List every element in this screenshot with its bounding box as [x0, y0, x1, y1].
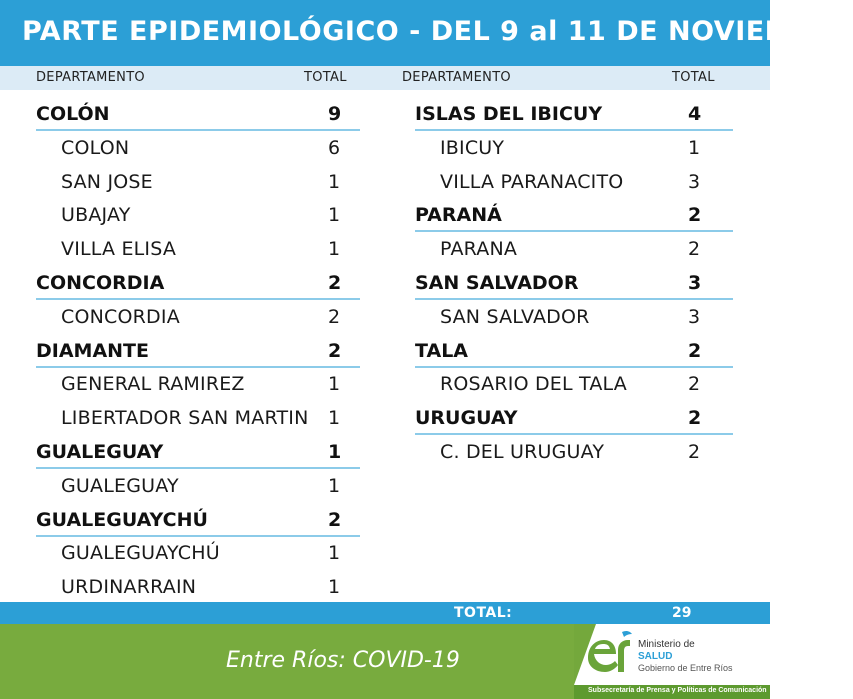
locality-row — [36, 200, 360, 230]
logo-salud-line: SALUD — [638, 651, 673, 662]
locality-total: 1 — [328, 204, 341, 227]
locality-total: 2 — [328, 305, 341, 328]
locality-total: 3 — [688, 305, 701, 328]
locality-name: ROSARIO DEL TALA — [440, 373, 627, 396]
locality-row — [415, 133, 733, 163]
right-dept-column-header: DEPARTAMENTO — [402, 70, 511, 85]
locality-name: CONCORDIA — [61, 305, 180, 328]
header-bar — [0, 0, 853, 66]
locality-total: 6 — [328, 136, 341, 159]
right-total-column-header: TOTAL — [672, 70, 715, 85]
page-title: PARTE EPIDEMIOLÓGICO - DEL 9 al 11 DE NOVIEMBRE — [22, 16, 853, 47]
locality-row — [415, 167, 733, 197]
footer-caption: Entre Ríos: COVID-19 — [226, 648, 460, 673]
locality-total: 1 — [328, 407, 341, 430]
locality-name: C. DEL URUGUAY — [440, 441, 605, 463]
locality-row — [415, 302, 733, 332]
total-bar — [0, 602, 770, 624]
department-name: GUALEGUAY — [36, 441, 164, 463]
locality-row — [36, 403, 360, 433]
department-row — [415, 403, 733, 433]
department-total: 2 — [688, 204, 702, 227]
department-total: 9 — [328, 103, 342, 125]
logo-ministry-line: Ministerio de — [638, 639, 695, 650]
locality-row — [36, 167, 360, 197]
locality-total: 1 — [328, 474, 341, 497]
locality-total: 2 — [688, 373, 701, 396]
locality-total: 1 — [688, 136, 701, 159]
locality-name: IBICUY — [440, 136, 505, 159]
department-row — [36, 99, 360, 129]
department-row — [415, 336, 733, 366]
department-name: COLÓN — [36, 103, 110, 125]
locality-name: VILLA PARANACITO — [440, 170, 624, 193]
locality-name: GUALEGUAY — [61, 474, 179, 497]
locality-name: URDINARRAIN — [61, 576, 197, 599]
department-total: 1 — [328, 441, 342, 463]
locality-total: 2 — [688, 441, 701, 463]
logo-government-line: Gobierno de Entre Ríos — [638, 663, 733, 673]
department-name: CONCORDIA — [36, 272, 165, 294]
er-logo-icon — [582, 628, 634, 680]
department-total: 4 — [688, 103, 702, 125]
locality-name: SAN SALVADOR — [440, 305, 590, 328]
department-name: TALA — [415, 339, 469, 362]
locality-row — [415, 369, 733, 399]
locality-name: COLON — [61, 136, 130, 159]
department-name: ISLAS DEL IBICUY — [415, 103, 603, 125]
department-name: SAN SALVADOR — [415, 272, 579, 294]
locality-row — [415, 437, 733, 467]
locality-total: 1 — [328, 238, 341, 261]
department-row — [415, 99, 733, 129]
locality-total: 1 — [328, 542, 341, 565]
department-row — [36, 336, 360, 366]
locality-row — [36, 369, 360, 399]
department-total: 3 — [688, 272, 702, 294]
department-total: 2 — [688, 339, 702, 362]
department-total: 2 — [688, 407, 702, 430]
total-label: TOTAL: — [454, 605, 513, 621]
department-total: 2 — [328, 339, 342, 362]
locality-row — [415, 234, 733, 264]
department-row — [36, 505, 360, 535]
locality-total: 1 — [328, 373, 341, 396]
locality-name: SAN JOSE — [61, 170, 153, 193]
left-dept-column-header: DEPARTAMENTO — [36, 70, 145, 85]
left-total-column-header: TOTAL — [304, 70, 347, 85]
locality-row — [36, 538, 360, 568]
department-row — [36, 268, 360, 298]
locality-name: GENERAL RAMIREZ — [61, 373, 245, 396]
locality-name: UBAJAY — [61, 204, 131, 227]
logo-subtitle-text: Subsecretaría de Prensa y Políticas de Comunicación — [588, 687, 767, 694]
locality-name: GUALEGUAYCHÚ — [61, 542, 220, 565]
department-total: 2 — [328, 272, 342, 294]
department-name: GUALEGUAYCHÚ — [36, 508, 208, 531]
locality-row — [36, 572, 360, 602]
department-total: 2 — [328, 508, 342, 531]
locality-total: 1 — [328, 170, 341, 193]
locality-name: PARANA — [440, 238, 518, 261]
department-name: PARANÁ — [415, 204, 502, 227]
locality-row — [36, 133, 360, 163]
department-name: URUGUAY — [415, 407, 518, 430]
locality-total: 3 — [688, 170, 701, 193]
locality-name: VILLA ELISA — [61, 238, 177, 261]
locality-row — [36, 302, 360, 332]
locality-total: 2 — [688, 238, 701, 261]
locality-name: LIBERTADOR SAN MARTIN — [61, 407, 309, 430]
locality-total: 1 — [328, 576, 341, 599]
department-name: DIAMANTE — [36, 339, 149, 362]
department-row — [415, 268, 733, 298]
locality-row — [36, 234, 360, 264]
total-value: 29 — [672, 605, 692, 621]
department-row — [36, 437, 360, 467]
locality-row — [36, 471, 360, 501]
department-row — [415, 200, 733, 230]
